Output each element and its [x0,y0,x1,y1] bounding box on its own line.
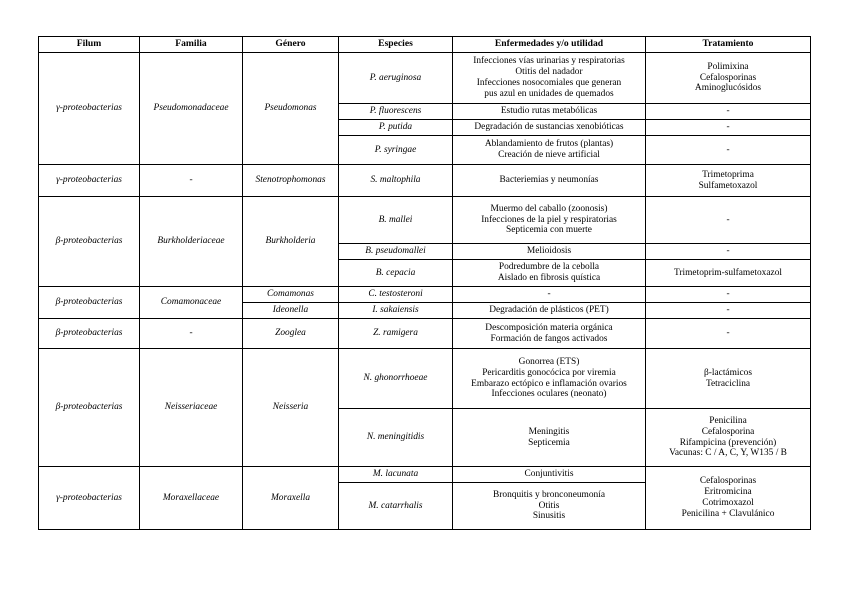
familia-cell [140,165,243,197]
tratamiento-cell-line: Sulfametoxazol [698,180,758,191]
header-especies: Especies [339,37,453,53]
enfermedades-cell-line: Estudio rutas metabólicas [500,106,598,117]
especie-cell-line: M. catarrhalis [368,500,423,511]
table-row [39,319,811,349]
genero-cell [243,287,339,303]
tratamiento-cell-line: - [726,289,730,300]
genero-cell-line: Burkholderia [265,236,316,247]
filum-cell [39,53,140,165]
especie-cell-line: B. mallei [378,214,413,225]
tratamiento-cell [646,165,811,197]
enfermedades-cell [453,349,646,409]
tratamiento-cell-line: Penicilina + Clavulánico [681,508,775,519]
genero-cell [243,303,339,319]
tratamiento-cell-line: Trimetoprima [702,169,754,180]
enfermedades-cell-line: Otitis del nadador [515,67,583,78]
enfermedades-cell-line: Infecciones vías urinarias y respiratorias [473,56,625,67]
enfermedades-cell-line: Septicemia con muerte [506,225,592,236]
genero-cell-line: Moraxella [270,492,311,503]
familia-cell-line: Comamonaceae [160,297,222,308]
enfermedades-cell-line: Conjuntivitis [524,469,574,480]
tratamiento-cell [646,120,811,136]
enfermedades-cell-line: Descomposición materia orgánica [485,322,613,333]
genero-cell-line: Stenotrophomonas [255,175,326,186]
filum-cell-line: γ-proteobacterias [56,175,122,186]
tratamiento-cell-line: - [726,214,730,225]
enfermedades-cell [453,165,646,197]
especie-cell [339,483,453,530]
enfermedades-cell-line: Degradación de plásticos (PET) [489,305,609,316]
tratamiento-cell [646,287,811,303]
enfermedades-cell [453,53,646,104]
especie-cell-line: P. fluorescens [369,106,422,117]
table-row [39,349,811,409]
enfermedades-cell-line: Bacteriemias y neumonías [499,175,599,186]
tratamiento-cell [646,244,811,260]
enfermedades-cell [453,287,646,303]
enfermedades-cell-line: Melioidosis [526,246,572,257]
filum-cell-line: β-proteobacterias [55,402,123,413]
especie-cell-line: B. cepacia [375,267,416,278]
enfermedades-cell-line: Aislado en fibrosis quística [497,273,601,283]
enfermedades-cell [453,120,646,136]
enfermedades-cell [453,483,646,530]
enfermedades-cell-line: pus azul en unidades de quemados [484,88,614,99]
familia-cell [140,467,243,530]
familia-cell [140,349,243,467]
tratamiento-cell-line: Penicilina [709,415,747,426]
tratamiento-cell-line: - [726,122,730,133]
bacteria-table [38,36,811,530]
header-genero: Género [243,37,339,53]
tratamiento-cell [646,136,811,165]
enfermedades-cell-line: Degradación de sustancias xenobióticas [474,122,624,133]
enfermedades-cell-line: Embarazo ectópico e inflamación ovarios [471,378,627,389]
familia-cell-line: - [189,175,193,186]
especie-cell-line: M. lacunata [372,469,419,480]
tratamiento-cell [646,349,811,409]
enfermedades-cell-line: Formación de fangos activados [490,333,608,344]
tratamiento-cell [646,303,811,319]
tratamiento-cell [646,197,811,244]
tratamiento-cell-line: Cotrimoxazol [702,498,754,508]
especie-cell-line: N. ghonorrhoeae [363,373,428,384]
genero-cell [243,197,339,287]
enfermedades-cell-line: Sinusitis [532,511,566,522]
especie-cell [339,467,453,483]
familia-cell-line: Moraxellaceae [162,492,220,503]
tratamiento-cell-line: Aminoglucósidos [694,83,762,94]
tratamiento-cell [646,467,811,530]
tratamiento-cell-line: - [726,144,730,155]
familia-cell [140,53,243,165]
enfermedades-cell-line: Meningitis [528,426,570,437]
genero-cell-line: Pseudomonas [264,103,317,114]
especie-cell-line: I. sakaiensis [372,305,419,316]
filum-cell-line: β-proteobacterias [55,297,123,308]
enfermedades-cell-line: Pericarditis gonocócica por viremia [482,367,616,378]
enfermedades-cell-line: Muermo del caballo (zoonosis) [490,203,608,214]
filum-cell [39,197,140,287]
especie-cell [339,409,453,467]
table-row [39,467,811,483]
table-body [39,53,811,530]
especie-cell [339,287,453,303]
especie-cell [339,197,453,244]
table-row [39,287,811,303]
filum-cell-line: β-proteobacterias [55,236,123,247]
genero-cell [243,53,339,165]
filum-cell-line: β-proteobacterias [55,328,123,339]
especie-cell-line: S. maltophila [370,175,421,186]
enfermedades-cell-line: Bronquitis y bronconeumonía [493,489,605,500]
genero-cell [243,165,339,197]
familia-cell-line: Burkholderiaceae [157,236,225,247]
tratamiento-cell [646,104,811,120]
tratamiento-cell-line: β-lactámicos [704,367,752,378]
especie-cell [339,120,453,136]
enfermedades-cell-line: Infecciones de la piel y respiratorias [481,214,617,225]
enfermedades-cell-line: - [547,289,551,300]
familia-cell [140,197,243,287]
filum-cell-line: γ-proteobacterias [56,103,122,114]
enfermedades-cell [453,136,646,165]
filum-cell [39,165,140,197]
familia-cell-line: Pseudomonadaceae [153,103,229,114]
especie-cell [339,260,453,287]
genero-cell-line: Ideonella [272,305,309,316]
familia-cell [140,319,243,349]
tratamiento-cell [646,409,811,467]
tratamiento-cell-line: Trimetoprim-sulfametoxazol [674,267,782,278]
especie-cell [339,319,453,349]
tratamiento-cell [646,319,811,349]
tratamiento-cell-line: Cefalosporinas [699,72,757,83]
familia-cell-line: - [189,328,193,339]
especie-cell-line: N. meningitidis [366,432,425,443]
especie-cell-line: Z. ramigera [373,328,418,339]
especie-cell-line: P. syringae [374,144,417,155]
filum-cell [39,467,140,530]
especie-cell [339,53,453,104]
enfermedades-cell [453,409,646,467]
especie-cell-line: P. aeruginosa [369,72,422,83]
tratamiento-cell-line: - [726,305,730,316]
familia-cell-line: Neisseriaceae [164,402,218,413]
enfermedades-cell-line: Otitis [538,500,560,511]
tratamiento-cell-line: Rifampicina (prevención) [679,437,777,448]
enfermedades-cell-line: Podredumbre de la cebolla [498,262,600,273]
tratamiento-cell-line: Vacunas: C / A, C, Y, W135 / B [669,448,787,459]
tratamiento-cell-line: Eritromicina [704,487,752,498]
header-row [39,37,811,53]
table-row [39,165,811,197]
genero-cell [243,349,339,467]
especie-cell [339,349,453,409]
enfermedades-cell-line: Creación de nieve artificial [498,150,600,160]
enfermedades-cell-line: Gonorrea (ETS) [518,356,580,367]
enfermedades-cell-line: Infecciones oculares (neonato) [491,389,607,400]
especie-cell-line: B. pseudomallei [365,246,426,257]
table-row [39,197,811,244]
tratamiento-cell [646,53,811,104]
especie-cell-line: C. testosteroni [368,289,423,300]
filum-cell [39,287,140,319]
enfermedades-cell [453,104,646,120]
header-tratamiento: Tratamiento [646,37,811,53]
tratamiento-cell-line: - [726,246,730,257]
enfermedades-cell-line: Infecciones nosocomiales que generan [476,78,622,88]
tratamiento-cell-line: - [726,328,730,339]
enfermedades-cell [453,319,646,349]
enfermedades-cell [453,197,646,244]
genero-cell-line: Zooglea [275,328,306,339]
header-familia: Familia [140,37,243,53]
genero-cell [243,467,339,530]
especie-cell [339,244,453,260]
genero-cell-line: Neisseria [272,402,309,413]
table-row [39,53,811,104]
especie-cell [339,104,453,120]
genero-cell [243,319,339,349]
especie-cell [339,165,453,197]
tratamiento-cell-line: Tetraciclina [705,378,751,389]
enfermedades-cell-line: Ablandamiento de frutos (plantas) [484,139,614,150]
genero-cell-line: Comamonas [267,289,314,300]
filum-cell-line: γ-proteobacterias [56,492,122,503]
especie-cell [339,303,453,319]
especie-cell-line: P. putida [378,122,413,133]
especie-cell [339,136,453,165]
header-filum: Filum [39,37,140,53]
enfermedades-cell [453,244,646,260]
enfermedades-cell-line: Septicemia [528,437,570,448]
filum-cell [39,349,140,467]
familia-cell [140,287,243,319]
tratamiento-cell-line: Cefalosporinas [699,476,757,487]
tratamiento-cell-line: Cefalosporina [701,426,755,437]
tratamiento-cell-line: - [726,106,730,117]
filum-cell [39,319,140,349]
enfermedades-cell [453,260,646,287]
tratamiento-cell [646,260,811,287]
tratamiento-cell-line: Polimixina [707,61,749,72]
enfermedades-cell [453,303,646,319]
header-enfermedades: Enfermedades y/o utilidad [453,37,646,53]
enfermedades-cell [453,467,646,483]
